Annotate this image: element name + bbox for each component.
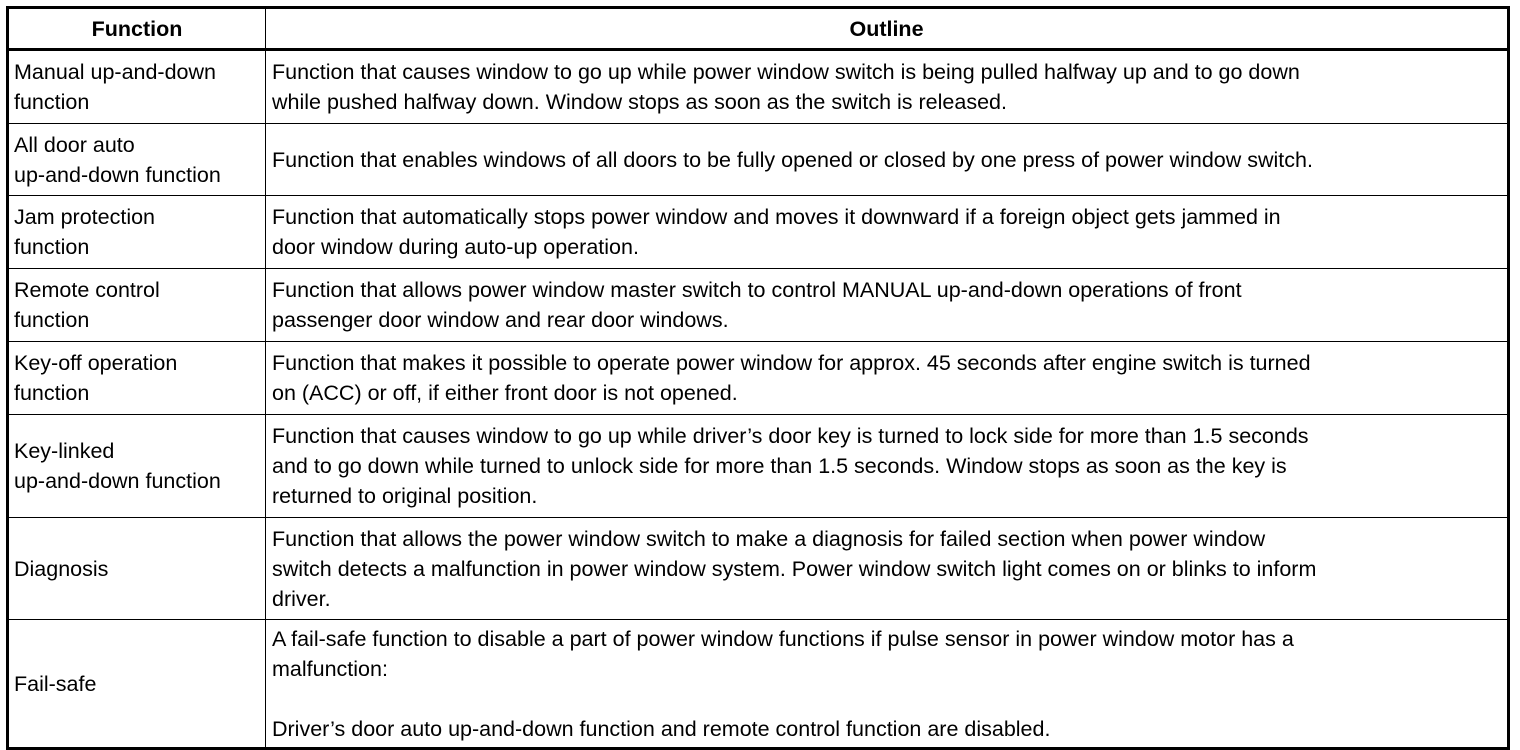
outline-line: Function that allows the power window switch to make a diagnosis for failed section when power window: [272, 526, 1266, 551]
function-name-line: function: [14, 381, 90, 405]
function-name-line: function: [14, 90, 90, 114]
function-name-line: Remote control: [14, 278, 160, 302]
table-header-row: [8, 8, 1509, 50]
column-header-function: Function: [8, 8, 266, 50]
function-name-line: function: [14, 308, 90, 332]
outline-line: on (ACC) or off, if either front door is not opened.: [272, 381, 738, 405]
function-cell: [8, 415, 266, 518]
function-name-line: Jam protection: [14, 205, 156, 229]
power-window-function-table: [6, 6, 1510, 750]
outline-line: while pushed halfway down. Window stops as soon as the switch is released.: [272, 90, 1007, 114]
table-row: [8, 124, 1509, 196]
function-name-line: up-and-down function: [14, 469, 221, 493]
outline-note: Driver’s door auto up-and-down function and remote control function are disabled.: [272, 716, 1051, 741]
function-cell: [8, 620, 266, 749]
function-name-line: Fail-safe: [14, 671, 97, 696]
outline-line: A fail-safe function to disable a part of power window functions if pulse sensor in power window motor has a: [272, 626, 1294, 651]
outline-line: malfunction:: [272, 656, 388, 681]
table-row: [8, 269, 1509, 342]
function-name-line: Diagnosis: [14, 556, 109, 581]
outline-line: driver.: [272, 586, 331, 611]
outline-line: passenger door window and rear door windows.: [272, 308, 729, 332]
function-cell: [8, 342, 266, 415]
outline-cell: [266, 269, 1509, 342]
outline-line: door window during auto-up operation.: [272, 235, 639, 259]
outline-line: Function that allows power window master switch to control MANUAL up-and-down operations of front: [272, 278, 1242, 302]
function-name-line: function: [14, 235, 90, 259]
function-cell: [8, 518, 266, 620]
outline-cell: [266, 196, 1509, 269]
table-row: [8, 415, 1509, 518]
function-name-line: All door auto: [14, 132, 135, 157]
outline-cell: [266, 518, 1509, 620]
outline-line: Function that causes window to go up while power window switch is being pulled halfway up and to go down: [272, 60, 1300, 84]
outline-line: and to go down while turned to unlock side for more than 1.5 seconds. Window stops as soon as the key is: [272, 454, 1287, 478]
function-cell: [8, 124, 266, 196]
function-cell: [8, 50, 266, 124]
outline-cell: [266, 415, 1509, 518]
function-name-line: Manual up-and-down: [14, 60, 216, 84]
outline-line: returned to original position.: [272, 484, 538, 508]
outline-line: Function that makes it possible to operate power window for approx. 45 seconds after engine switch is turned: [272, 351, 1311, 375]
function-name-line: Key-off operation: [14, 351, 178, 375]
outline-cell: [266, 620, 1509, 749]
outline-cell: [266, 124, 1509, 196]
table-row: [8, 50, 1509, 124]
paragraph-gap: [272, 684, 1502, 714]
table-row: [8, 196, 1509, 269]
function-name-line: up-and-down function: [14, 162, 221, 187]
table-row: [8, 620, 1509, 749]
function-name-line: Key-linked: [14, 439, 115, 463]
outline-cell: [266, 342, 1509, 415]
outline-line: Function that automatically stops power window and moves it downward if a foreign object gets jammed in: [272, 205, 1281, 229]
table-row: [8, 518, 1509, 620]
function-cell: [8, 269, 266, 342]
outline-line: Function that causes window to go up while driver’s door key is turned to lock side for more than 1.5 seconds: [272, 424, 1309, 448]
outline-cell: [266, 50, 1509, 124]
table-row: [8, 342, 1509, 415]
column-header-outline: Outline: [266, 8, 1509, 50]
outline-line: Function that enables windows of all doors to be fully opened or closed by one press of power window switch.: [272, 147, 1313, 172]
function-cell: [8, 196, 266, 269]
outline-line: switch detects a malfunction in power window system. Power window switch light comes on or blinks to inform: [272, 556, 1317, 581]
